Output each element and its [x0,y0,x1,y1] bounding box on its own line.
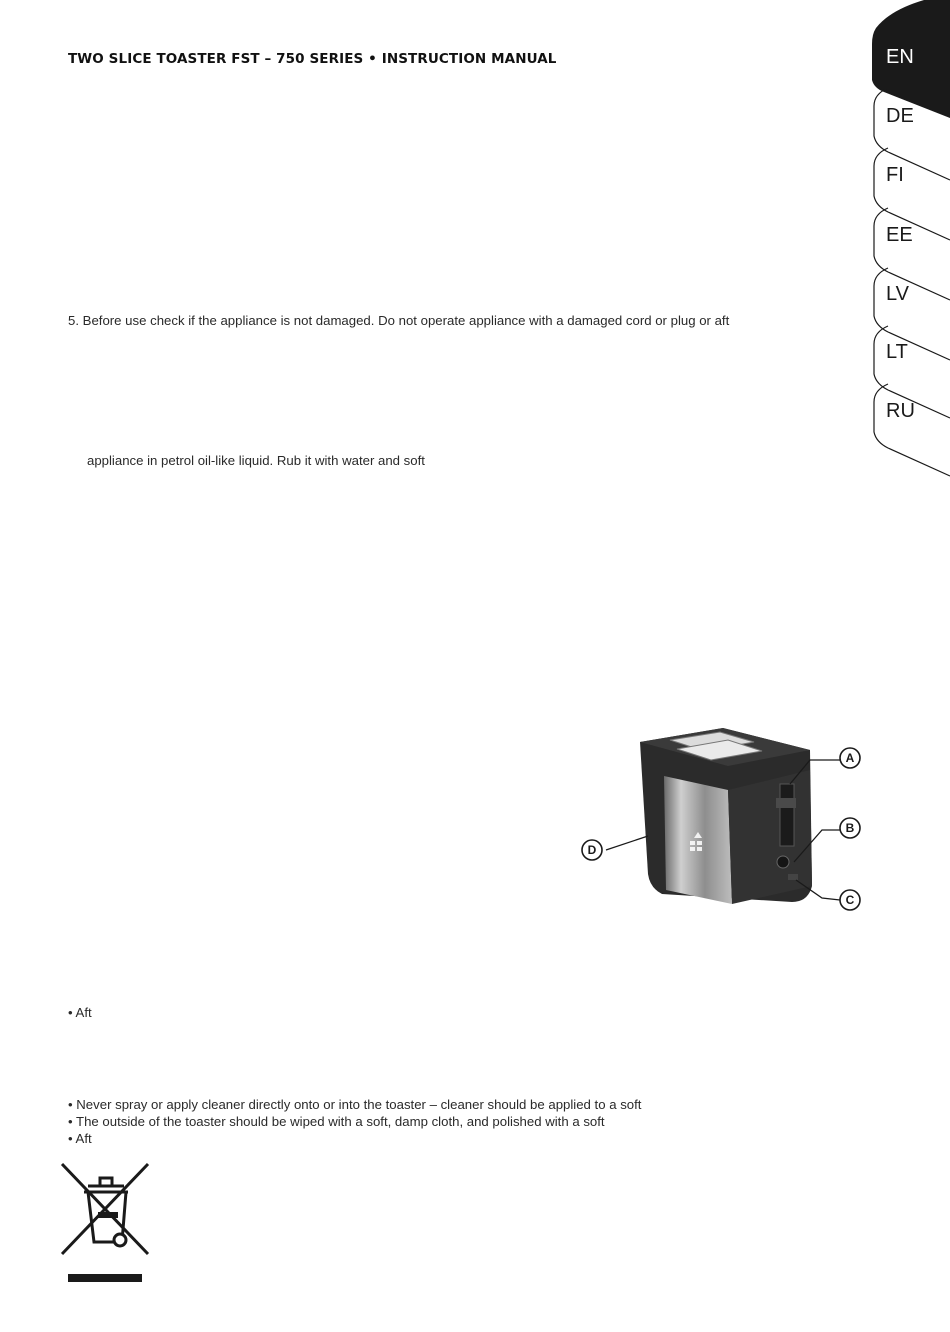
tab-fi[interactable]: FI [886,164,904,186]
bullet-after-1: • Aft [68,1005,92,1020]
steel-front-panel [664,776,732,904]
callout-d-label: D [587,843,597,857]
cleaning-fragment: appliance in petrol oil-like liquid. Rub it with water and soft [87,453,425,468]
callout-c-label: C [845,893,855,907]
language-tabs [862,0,950,480]
tab-en[interactable]: EN [886,46,914,68]
manual-header-title: TWO SLICE TOASTER FST – 750 SERIES • INSTRUCTION MANUAL [68,51,557,67]
cleaning-bullet-3: • Aft [68,1131,92,1146]
tab-lt[interactable]: LT [886,341,908,363]
tab-ru[interactable]: RU [886,400,915,422]
crossed-out-wheelie-bin-icon [60,1162,152,1286]
lever [776,798,796,808]
callout-a-label: A [845,751,855,765]
toaster-figure [578,720,868,920]
cleaning-bullet-2: • The outside of the toaster should be wiped with a soft, damp cloth, and polished with a soft [68,1114,605,1129]
callout-b-label: B [845,821,855,835]
tab-lv[interactable]: LV [886,283,909,305]
cleaning-bullet-1: • Never spray or apply cleaner directly onto or into the toaster – cleaner should be applied to a soft [68,1097,642,1112]
instruction-item-5: 5. Before use check if the appliance is not damaged. Do not operate appliance with a damaged cord or plug or aft [68,313,730,328]
tab-de[interactable]: DE [886,105,914,127]
browning-knob [777,856,789,868]
tab-ee[interactable]: EE [886,224,913,246]
